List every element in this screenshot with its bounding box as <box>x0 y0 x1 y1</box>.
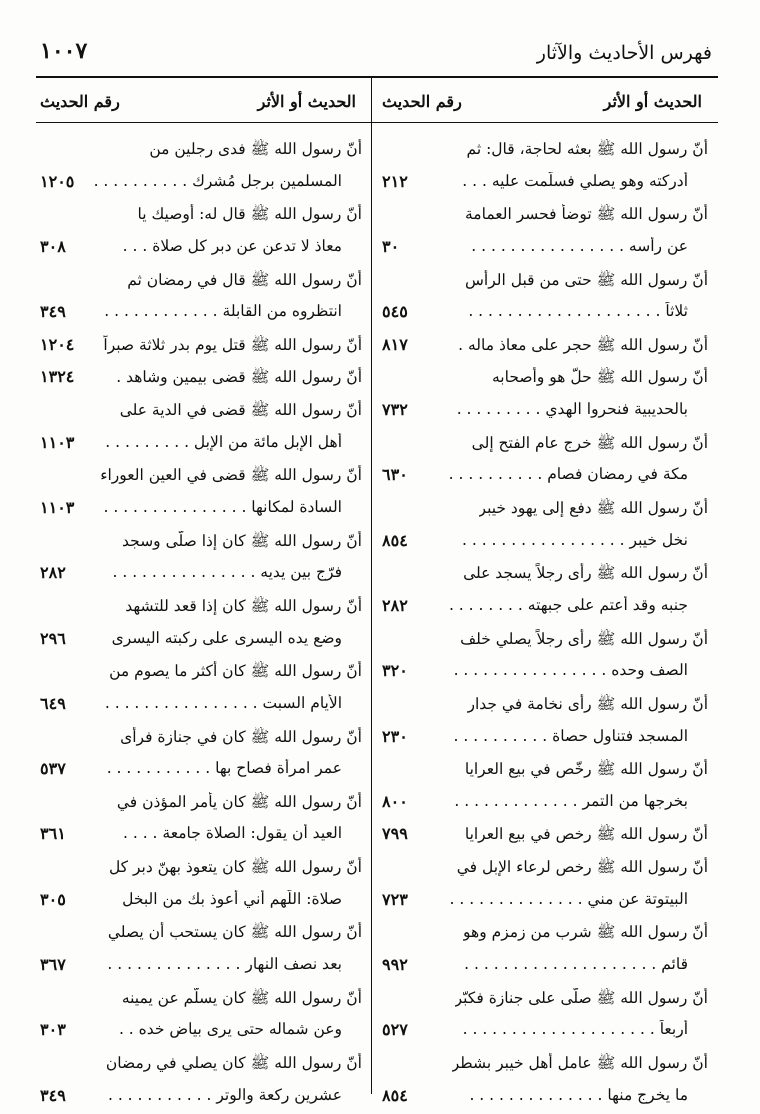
index-line <box>378 886 708 919</box>
header-rule <box>36 76 718 78</box>
entry-text: أنّ رسول الله ﷺ خرج عام الفتح إلى <box>471 433 708 452</box>
entry-text: أنّ رسول الله ﷺ دفع إلى يهود خيبر <box>478 499 708 518</box>
running-header-title: فهرس الأحاديث والآثار <box>536 42 712 64</box>
index-line <box>36 461 362 494</box>
index-line <box>36 135 362 168</box>
entry-text: أنّ رسول الله ﷺ كان يصلي في رمضان <box>105 1053 362 1072</box>
hadith-number: ١٣٢٤ <box>40 367 75 387</box>
entry-text: قائم . . . . . . . . . . . . . . . . . . . . <box>464 955 688 974</box>
index-line <box>36 886 362 919</box>
entry-text: ما يخرج منها . . . . . . . . . . . . . . <box>469 1085 688 1104</box>
index-line <box>36 984 362 1017</box>
column-header-rule <box>36 122 718 123</box>
index-line <box>378 135 708 168</box>
index-line <box>36 1082 362 1114</box>
entry-text: أنّ رسول الله ﷺ قتل يوم بدر ثلاثة صبراً <box>103 335 362 354</box>
index-line <box>378 820 708 853</box>
index-line <box>36 755 362 788</box>
entry-text: فرّج بين يديه . . . . . . . . . . . . . . . <box>112 563 342 582</box>
hadith-number: ٦٤٩ <box>40 693 66 713</box>
hadith-number: ٣٢٠ <box>382 661 408 681</box>
left-entries <box>36 135 362 1114</box>
right-entries <box>378 135 708 1114</box>
right-column-header <box>378 84 708 122</box>
index-line <box>378 592 708 625</box>
entry-text: بعد نصف النهار . . . . . . . . . . . . . . <box>107 955 342 974</box>
entry-text: أنّ رسول الله ﷺ كان يأمر المؤذن في <box>116 792 362 811</box>
index-line <box>378 657 708 690</box>
entry-text: السادة لمكانها . . . . . . . . . . . . . . . <box>103 498 342 517</box>
hadith-number: ٣٦٧ <box>40 955 66 975</box>
index-line <box>378 396 708 429</box>
hadith-number: ٨١٧ <box>382 334 408 354</box>
index-line <box>378 984 708 1017</box>
entry-text: أنّ رسول الله ﷺ رخص في بيع العرايا <box>464 825 708 844</box>
entry-text: عمر امرأة فصاح بها . . . . . . . . . . . <box>106 759 342 778</box>
index-line <box>36 1049 362 1082</box>
entry-text: المسلمين برجل مُشرك . . . . . . . . . . <box>93 171 342 190</box>
index-line <box>36 363 362 396</box>
entry-text: صلاة: اللّهم أني أعوذ بك من البخل <box>122 889 342 908</box>
entry-text: أنّ رسول الله ﷺ رأى رجلاً يصلي خلف <box>460 629 708 648</box>
entry-text: المسجد فتناول حصاة . . . . . . . . . . <box>453 726 688 745</box>
index-line <box>36 266 362 299</box>
entry-text: أنّ رسول الله ﷺ حتى من قبل الرأس <box>464 270 708 289</box>
index-line <box>378 527 708 560</box>
entry-text: أنّ رسول الله ﷺ رأى رجلاً يسجد على <box>463 564 708 583</box>
entry-text: أنّ رسول الله ﷺ رخص لرعاء الإبل في <box>456 858 708 877</box>
hadith-number: ٣٠٣ <box>40 1020 66 1040</box>
index-line <box>378 266 708 299</box>
index-line <box>378 1082 708 1114</box>
entry-text: أنّ رسول الله ﷺ بعثه لحاجة، قال: ثم <box>466 140 708 158</box>
index-line <box>378 494 708 527</box>
entry-text: أهل الإبل مائة من الإبل . . . . . . . . . <box>105 432 342 451</box>
index-line <box>378 461 708 494</box>
entry-text: أنّ رسول الله ﷺ قضى في الدية على <box>119 401 362 420</box>
index-line <box>378 200 708 233</box>
hadith-number: ٥٣٧ <box>40 759 66 779</box>
entry-text: أنّ رسول الله ﷺ كان أكثر ما يصوم من <box>109 662 362 681</box>
hadith-number: ١١٠٣ <box>40 432 75 452</box>
index-line <box>378 1049 708 1082</box>
left-column <box>36 84 362 1105</box>
index-line <box>36 396 362 429</box>
hadith-number: ٨٥٤ <box>382 1085 408 1105</box>
number-label: رقم الحديث <box>382 92 462 111</box>
entry-text: أنّ رسول الله ﷺ توضأ فحسر العمامة <box>465 205 708 224</box>
entry-text: أنّ رسول الله ﷺ شرب من زمزم وهو <box>463 923 708 942</box>
index-line <box>36 690 362 723</box>
entry-text: وضع يده اليسرى على ركبته اليسرى <box>111 628 342 647</box>
hadith-label: الحديث أو الأثر <box>603 92 702 111</box>
hadith-number: ٧٢٣ <box>382 889 408 909</box>
entry-text: أنّ رسول الله ﷺ فدى رجلين من <box>149 140 362 158</box>
column-divider <box>371 76 372 1094</box>
number-label: رقم الحديث <box>40 92 120 111</box>
index-line <box>36 820 362 853</box>
index-line <box>378 331 708 364</box>
hadith-number: ٨٠٠ <box>382 791 408 811</box>
index-line <box>36 788 362 821</box>
index-line <box>378 755 708 788</box>
entry-text: أنّ رسول الله ﷺ كان إذا قعد للتشهد <box>125 596 362 615</box>
index-line <box>378 168 708 201</box>
entry-text: الأيام السبت . . . . . . . . . . . . . . . . <box>104 693 342 712</box>
hadith-number: ٢٨٢ <box>382 595 408 615</box>
hadith-number: ٧٩٩ <box>382 824 408 844</box>
index-line <box>36 331 362 364</box>
entry-text: أنّ رسول الله ﷺ كان إذا صلّى وسجد <box>122 531 362 550</box>
entry-text: أنّ رسول الله ﷺ حلّ هو وأصحابه <box>492 368 708 387</box>
hadith-number: ٢٩٦ <box>40 628 66 648</box>
index-line <box>378 918 708 951</box>
hadith-number: ٢٣٠ <box>382 726 408 746</box>
entry-text: العيد أن يقول: الصلاة جامعة . . . . <box>122 824 342 843</box>
index-line <box>36 657 362 690</box>
entry-text: أنّ رسول الله ﷺ صلّى على جنازة فكبّر <box>454 988 708 1007</box>
right-column <box>378 84 708 1105</box>
index-line <box>36 951 362 984</box>
hadith-number: ٣٠ <box>382 236 400 256</box>
index-line <box>378 853 708 886</box>
entry-text: أنّ رسول الله ﷺ كان يستحب أن يصلي <box>107 923 362 942</box>
entry-text: أنّ رسول الله ﷺ كان يتعوذ بهنّ دبر كل <box>108 858 362 877</box>
hadith-number: ٢٨٢ <box>40 563 66 583</box>
entry-text: أنّ رسول الله ﷺ قضى بيمين وشاهد . <box>116 368 362 387</box>
index-line <box>36 494 362 527</box>
index-line <box>378 559 708 592</box>
entry-text: أربعاً . . . . . . . . . . . . . . . . . . . . <box>462 1020 688 1039</box>
index-line <box>36 1016 362 1049</box>
entry-text: أدركته وهو يصلي فسلّمت عليه . . . <box>462 171 688 190</box>
index-line <box>378 1016 708 1049</box>
index-line <box>36 168 362 201</box>
index-line <box>378 625 708 658</box>
index-line <box>36 298 362 331</box>
index-line <box>36 233 362 266</box>
entry-text: أنّ رسول الله ﷺ كان يسلّم عن يمينه <box>121 988 362 1007</box>
hadith-number: ٣٦١ <box>40 824 66 844</box>
entry-text: الصف وحده . . . . . . . . . . . . . . . . <box>453 661 688 680</box>
left-column-header <box>36 84 362 122</box>
index-line <box>378 363 708 396</box>
entry-text: نخل خيبر . . . . . . . . . . . . . . . . . <box>462 530 688 549</box>
hadith-number: ٢١٢ <box>382 171 408 191</box>
index-line <box>36 527 362 560</box>
entry-text: بالحديبية فنحروا الهدي . . . . . . . . . <box>456 400 688 419</box>
hadith-number: ٣٤٩ <box>40 1085 66 1105</box>
hadith-number: ٥٤٥ <box>382 302 408 322</box>
entry-text: وعن شماله حتى يرى بياض خده . . <box>118 1020 342 1039</box>
index-line <box>36 723 362 756</box>
hadith-number: ٣٠٥ <box>40 889 66 909</box>
index-line <box>36 625 362 658</box>
entry-text: بخرجها من التمر . . . . . . . . . . . . . <box>454 791 688 810</box>
index-line <box>36 853 362 886</box>
index-line <box>36 559 362 592</box>
entry-text: أنّ رسول الله ﷺ عامل أهل خيبر بشطر <box>451 1053 708 1072</box>
index-line <box>36 918 362 951</box>
hadith-number: ٣٤٩ <box>40 302 66 322</box>
index-line <box>378 298 708 331</box>
entry-text: انتظروه من القابلة . . . . . . . . . . . . <box>104 302 342 321</box>
hadith-number: ١٢٠٥ <box>40 171 75 191</box>
entry-text: عشرين ركعة والوتر . . . . . . . . . . . <box>107 1085 342 1104</box>
hadith-number: ٧٣٢ <box>382 400 408 420</box>
entry-text: أنّ رسول الله ﷺ كان في جنازة فرأى <box>120 727 362 746</box>
entry-text: أنّ رسول الله ﷺ رخّص في بيع العرايا <box>464 760 708 779</box>
hadith-number: ٦٣٠ <box>382 465 408 485</box>
entry-text: أنّ رسول الله ﷺ رأى نخامة في جدار <box>467 694 708 713</box>
hadith-number: ٩٩٢ <box>382 955 408 975</box>
index-line <box>378 788 708 821</box>
index-line <box>378 429 708 462</box>
page-number: ١٠٠٧ <box>40 38 88 64</box>
entry-text: جنبه وقد أعتم على جبهته . . . . . . . . <box>448 595 688 614</box>
hadith-number: ٣٠٨ <box>40 236 66 256</box>
entry-text: ثلاثاً . . . . . . . . . . . . . . . . . . . . <box>468 302 688 321</box>
hadith-number: ٨٥٤ <box>382 530 408 550</box>
hadith-label: الحديث أو الأثر <box>257 92 356 111</box>
index-line <box>36 592 362 625</box>
hadith-number: ١١٠٣ <box>40 498 75 518</box>
index-line <box>378 690 708 723</box>
entry-text: أنّ رسول الله ﷺ حجر على معاذ ماله . <box>458 335 708 354</box>
hadith-number: ٥٢٧ <box>382 1020 408 1040</box>
entry-text: عن رأسه . . . . . . . . . . . . . . . . <box>471 236 688 255</box>
entry-text: مكة في رمضان فصام . . . . . . . . . . <box>448 465 688 484</box>
entry-text: أنّ رسول الله ﷺ قضى في العين العوراء <box>100 466 362 485</box>
index-line <box>378 233 708 266</box>
entry-text: أنّ رسول الله ﷺ قال له: أوصيك يا <box>137 205 362 224</box>
hadith-number: ١٢٠٤ <box>40 334 75 354</box>
entry-text: البيتوتة عن مني . . . . . . . . . . . . . . <box>449 889 688 908</box>
entry-text: معاذ لا تدعن عن دبر كل صلاة . . . <box>122 236 342 255</box>
index-line <box>378 723 708 756</box>
entry-text: أنّ رسول الله ﷺ قال في رمضان ثم <box>127 270 362 289</box>
index-line <box>378 951 708 984</box>
index-line <box>36 429 362 462</box>
index-line <box>36 200 362 233</box>
